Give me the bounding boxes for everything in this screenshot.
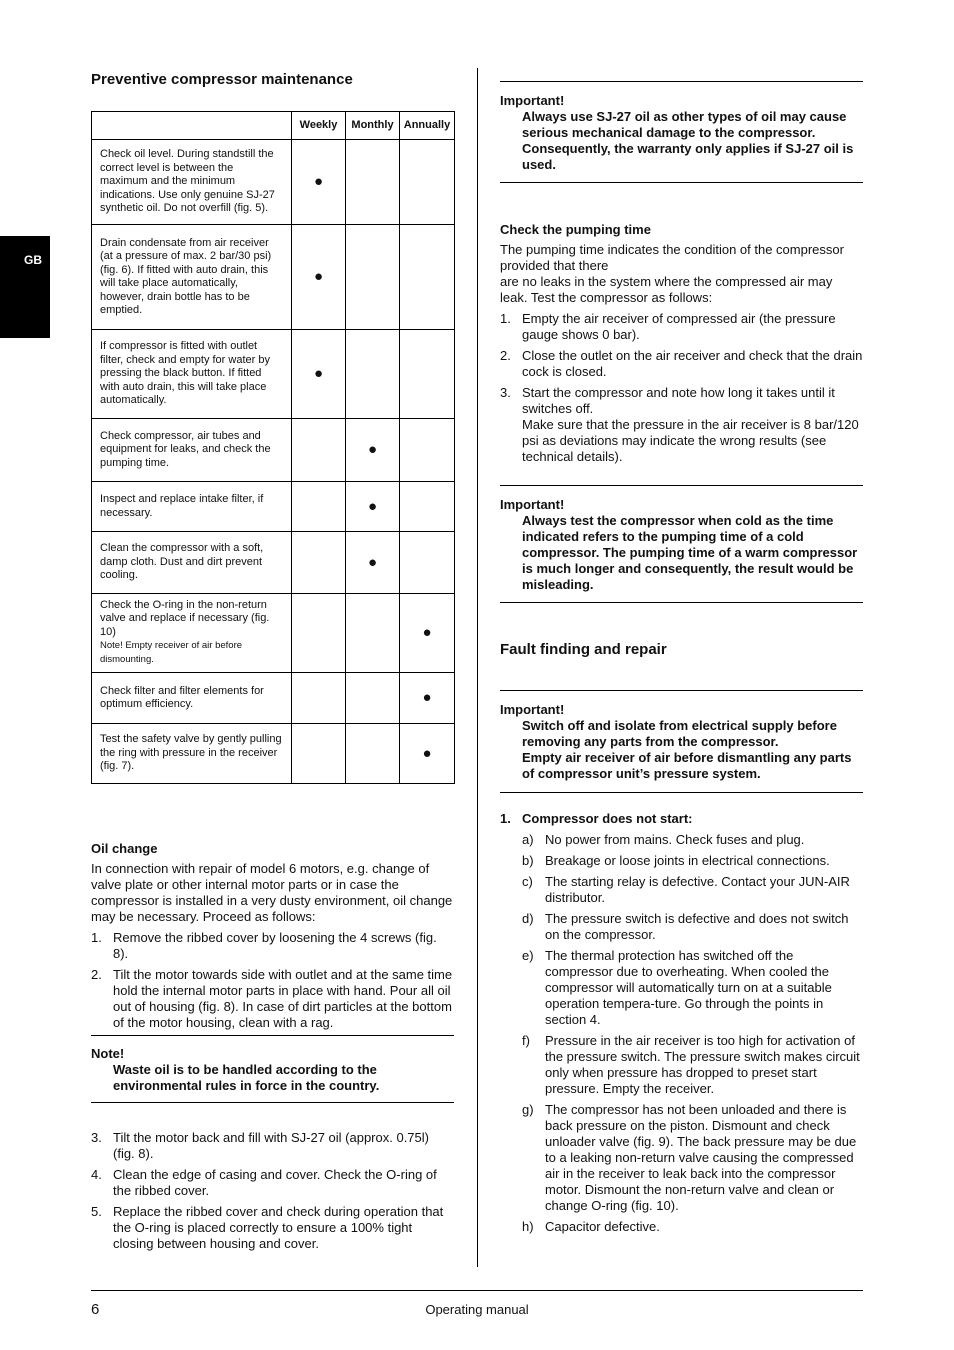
important-text: Switch off and isolate from electrical supply before removing any parts from the compressor. — [522, 718, 837, 749]
weekly-mark — [292, 724, 346, 784]
table-row — [92, 419, 455, 482]
step-number: 5. — [91, 1204, 102, 1219]
header-annually: Annually — [400, 112, 455, 140]
weekly-mark — [292, 673, 346, 724]
cause-text: Capacitor defective. — [545, 1219, 660, 1234]
cause-text: No power from mains. Check fuses and plug. — [545, 832, 805, 847]
oil-change-title: Oil change — [91, 841, 158, 856]
step-text: Close the outlet on the air receiver and check that the drain cock is closed. — [522, 348, 863, 379]
task-cell: Inspect and replace intake filter, if necessary. — [92, 482, 292, 532]
important-fault-box — [500, 690, 863, 793]
important-text: Always use SJ-27 oil as other types of oil may cause serious mechanical damage to the compressor. Consequently, the warranty only applies if SJ-27 oil is used. — [522, 109, 854, 172]
important-text: Always test the compressor when cold as the time indicated refers to the pumping time of a cold compressor. The pumping time of a warm compressor is much longer and consequently, the result would be misleading. — [522, 513, 858, 592]
oil-change-intro: In connection with repair of model 6 motors, e.g. change of valve plate or other internal motor parts or in case the compressor is installed in a very dusty environment, oil change may be necessary. Proceed as follows: — [91, 861, 453, 924]
cause-text: Breakage or loose joints in electrical connections. — [545, 853, 830, 868]
step-extra: Make sure that the pressure in the air receiver is 8 bar/120 psi as deviations may indicate the wrong results (see technical details). — [522, 417, 859, 464]
weekly-mark — [292, 419, 346, 482]
cause-letter: g) — [522, 1102, 534, 1117]
list-item — [500, 832, 863, 848]
important-label: Important! — [500, 93, 565, 108]
list-item — [91, 1167, 454, 1199]
cause-text: The starting relay is defective. Contact your JUN-AIR distributor. — [545, 874, 850, 905]
list-item — [500, 311, 863, 343]
task-note: Note! Empty receiver of air before dismounting. — [100, 640, 243, 666]
pumping-intro-continued: are no leaks in the system where the compressed air may leak. Test the compressor as follows: — [500, 274, 833, 305]
list-item — [91, 967, 454, 1031]
note-label: Note! — [91, 1046, 125, 1061]
oil-change-steps — [91, 930, 454, 1031]
task-cell: Check compressor, air tubes and equipment for leaks, and check the pumping time. — [92, 419, 292, 482]
list-item — [500, 1033, 863, 1097]
step-number: 2. — [91, 967, 102, 982]
table-row — [92, 482, 455, 532]
list-item — [500, 348, 863, 380]
annually-mark — [400, 419, 455, 482]
task-cell: Test the safety valve by gently pulling the ring with pressure in the receiver (fig. 7). — [92, 724, 292, 784]
step-text: Tilt the motor back and fill with SJ-27 oil (approx. 0.75l) (fig. 8). — [113, 1130, 429, 1161]
maintenance-table — [91, 111, 455, 784]
important-oil-box — [500, 81, 863, 183]
weekly-mark — [292, 482, 346, 532]
step-text: Start the compressor and note how long it takes until it switches off. — [522, 385, 835, 416]
fault-item-heading — [500, 811, 863, 827]
cause-letter: e) — [522, 948, 534, 963]
pumping-steps — [500, 311, 863, 465]
annually-mark — [400, 482, 455, 532]
list-item — [91, 1130, 454, 1162]
monthly-mark — [346, 724, 400, 784]
weekly-mark: ● — [292, 225, 346, 330]
pumping-intro: The pumping time indicates the condition of the compressor provided that there — [500, 242, 844, 273]
cause-letter: d) — [522, 911, 534, 926]
step-text: Clean the edge of casing and cover. Check the O-ring of the ribbed cover. — [113, 1167, 437, 1198]
step-number: 3. — [500, 385, 511, 400]
weekly-mark — [292, 594, 346, 673]
fault-causes — [500, 832, 863, 1235]
fault-title: Fault finding and repair — [500, 641, 667, 658]
monthly-mark — [346, 330, 400, 419]
list-item — [500, 385, 863, 465]
task-cell: Drain condensate from air receiver (at a pressure of max. 2 bar/30 psi) (fig. 6). If fitted with auto drain, this will take place automatically, however, drain bottle has to be emptied. — [92, 225, 292, 330]
fault-item-number: 1. — [500, 811, 511, 826]
task-cell: If compressor is fitted with outlet filter, check and empty for water by pressing the black button. If fitted with auto drain, this will take place automatically. — [92, 330, 292, 419]
cause-text: The compressor has not been unloaded and there is back pressure on the piston. Dismount and check unloader valve (fig. 9). The back pressure may be due to a leaking non-return valve causing the compressed air in the receiver to leak back into the compressor motor. Dismount the non-return valve and clean or change O-ring (fig. 10). — [545, 1102, 857, 1213]
table-row — [92, 140, 455, 225]
weekly-mark: ● — [292, 140, 346, 225]
header-monthly: Monthly — [346, 112, 400, 140]
list-item — [500, 911, 863, 943]
step-number: 2. — [500, 348, 511, 363]
task-cell: Clean the compressor with a soft, damp cloth. Dust and dirt prevent cooling. — [92, 532, 292, 594]
step-text: Tilt the motor towards side with outlet and at the same time hold the internal motor parts in place with hand. Pour all oil out of housing (fig. 8). In case of dirt particles at the bottom of the motor housing, clean with a rag. — [113, 967, 453, 1030]
footer-title: Operating manual — [425, 1302, 529, 1317]
oil-change-section — [91, 841, 454, 1031]
annually-mark — [400, 225, 455, 330]
cause-letter: f) — [522, 1033, 530, 1048]
monthly-mark: ● — [346, 532, 400, 594]
cause-letter: b) — [522, 853, 534, 868]
table-row — [92, 724, 455, 784]
column-divider — [477, 68, 478, 1267]
table-row — [92, 330, 455, 419]
cause-letter: h) — [522, 1219, 534, 1234]
header-weekly: Weekly — [292, 112, 346, 140]
table-row — [92, 225, 455, 330]
step-number: 3. — [91, 1130, 102, 1145]
step-number: 4. — [91, 1167, 102, 1182]
fault-item-title: Compressor does not start: — [522, 811, 693, 826]
weekly-mark: ● — [292, 330, 346, 419]
important-label: Important! — [500, 702, 565, 717]
cause-text: Pressure in the air receiver is too high for activation of the pressure switch. The pressure switch makes circuit only when pressure has dropped to preset start pressure. Empty the receiver. — [545, 1033, 860, 1096]
step-number: 1. — [91, 930, 102, 945]
waste-oil-note — [91, 1035, 454, 1103]
weekly-mark — [292, 532, 346, 594]
important-label: Important! — [500, 497, 565, 512]
language-tab — [0, 236, 50, 338]
cause-text: The pressure switch is defective and does not switch on the compressor. — [545, 911, 849, 942]
task-cell: Check filter and filter elements for optimum efficiency. — [92, 673, 292, 724]
cause-text: The thermal protection has switched off the compressor due to overheating. When cooled the compressor will automatically turn on at a suitable operation tempera-ture. Go through the points in section 4. — [545, 948, 832, 1027]
annually-mark — [400, 330, 455, 419]
task-cell — [92, 594, 292, 673]
list-item — [500, 874, 863, 906]
table-row — [92, 532, 455, 594]
annually-mark — [400, 140, 455, 225]
monthly-mark — [346, 594, 400, 673]
step-text: Remove the ribbed cover by loosening the 4 screws (fig. 8). — [113, 930, 437, 961]
annually-mark: ● — [400, 673, 455, 724]
task-cell: Check oil level. During standstill the correct level is between the maximum and the minimum indications. Use only genuine SJ-27 synthetic oil. Do not overfill (fig. 5). — [92, 140, 292, 225]
pumping-title: Check the pumping time — [500, 222, 651, 237]
maintenance-header-row — [92, 112, 455, 140]
list-item — [91, 1204, 454, 1252]
note-text: Waste oil is to be handled according to the environmental rules in force in the country. — [113, 1062, 380, 1093]
table-row — [92, 594, 455, 673]
language-tab-label: GB — [24, 253, 42, 267]
monthly-mark — [346, 673, 400, 724]
task-text: Check the O-ring in the non-return valve and replace if necessary (fig. 10) — [100, 598, 270, 638]
important-text-2: Empty air receiver of air before dismantling any parts of compressor unit’s pressure system. — [522, 750, 852, 781]
annually-mark: ● — [400, 594, 455, 673]
table-row — [92, 673, 455, 724]
monthly-mark — [346, 225, 400, 330]
step-text: Empty the air receiver of compressed air (the pressure gauge shows 0 bar). — [522, 311, 836, 342]
page-number: 6 — [91, 1301, 100, 1318]
cause-letter: c) — [522, 874, 533, 889]
monthly-mark: ● — [346, 419, 400, 482]
list-item — [500, 853, 863, 869]
important-cold-box — [500, 485, 863, 603]
header-task — [92, 112, 292, 140]
annually-mark — [400, 532, 455, 594]
fault-list — [500, 811, 863, 1235]
annually-mark: ● — [400, 724, 455, 784]
list-item — [91, 930, 454, 962]
list-item — [500, 948, 863, 1028]
oil-change-steps-continued — [91, 1125, 454, 1252]
step-number: 1. — [500, 311, 511, 326]
cause-letter: a) — [522, 832, 534, 847]
list-item — [500, 1102, 863, 1214]
monthly-mark: ● — [346, 482, 400, 532]
pumping-section — [500, 222, 863, 465]
list-item — [500, 1219, 863, 1235]
step-text: Replace the ribbed cover and check during operation that the O-ring is placed correctly to ensure a 100% tight closing between housing and cover. — [113, 1204, 444, 1251]
monthly-mark — [346, 140, 400, 225]
maintenance-title: Preventive compressor maintenance — [91, 71, 353, 88]
footer-rule — [91, 1290, 863, 1291]
